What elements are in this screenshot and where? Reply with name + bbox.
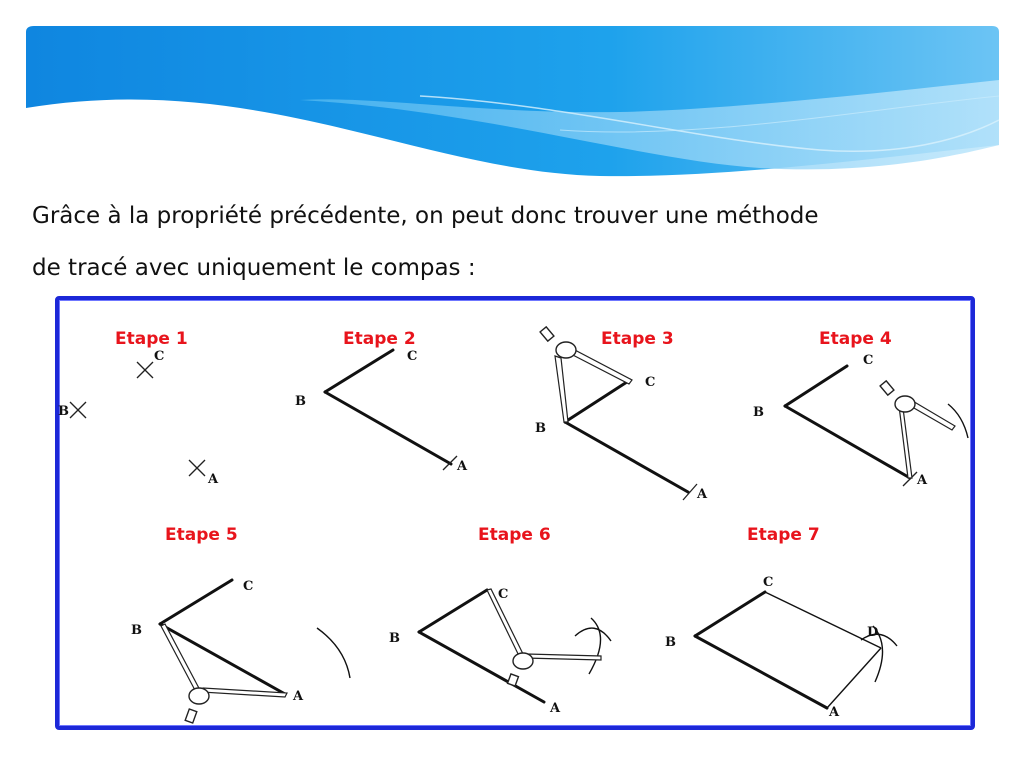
intro-paragraph bbox=[32, 190, 992, 294]
arc-from-c bbox=[589, 618, 601, 674]
label-a: A bbox=[293, 689, 304, 704]
label-b: B bbox=[389, 631, 400, 646]
label-b: B bbox=[58, 404, 69, 419]
label-b: B bbox=[535, 421, 546, 436]
label-a: A bbox=[697, 487, 708, 502]
segment-ba bbox=[325, 392, 451, 464]
label-b: B bbox=[665, 635, 676, 650]
segment-cd bbox=[765, 592, 881, 648]
segment-bc bbox=[785, 366, 847, 406]
segment-bc bbox=[160, 580, 232, 624]
label-c: C bbox=[763, 575, 774, 590]
intro-line-2: de tracé avec uniquement le compas : bbox=[32, 255, 476, 281]
step-5-title: Etape 5 bbox=[165, 525, 238, 545]
step-1 bbox=[58, 329, 219, 487]
step-6-title: Etape 6 bbox=[478, 525, 551, 545]
step-2-title: Etape 2 bbox=[343, 329, 416, 349]
step-7 bbox=[665, 525, 897, 720]
segment-ba bbox=[695, 636, 827, 708]
segment-bc bbox=[565, 380, 630, 422]
label-c: C bbox=[243, 579, 254, 594]
segment-bc bbox=[419, 590, 487, 632]
label-a: A bbox=[457, 459, 468, 474]
label-b: B bbox=[295, 394, 306, 409]
compass-icon bbox=[880, 381, 955, 478]
label-c: C bbox=[154, 349, 165, 364]
label-a: A bbox=[208, 472, 219, 487]
arc-from-a bbox=[575, 628, 611, 641]
segment-ad bbox=[827, 648, 881, 708]
step-7-title: Etape 7 bbox=[747, 525, 820, 545]
point-a-cross bbox=[189, 460, 205, 476]
step-4-title: Etape 4 bbox=[819, 329, 892, 349]
step-5 bbox=[131, 525, 350, 723]
arc-from-a bbox=[948, 404, 968, 438]
step-2 bbox=[295, 329, 468, 474]
label-a: A bbox=[829, 705, 840, 720]
segment-bc bbox=[325, 350, 393, 392]
point-c-cross bbox=[137, 362, 153, 378]
label-c: C bbox=[407, 349, 418, 364]
step-1-title: Etape 1 bbox=[115, 329, 188, 349]
label-c: C bbox=[498, 587, 509, 602]
compass-icon bbox=[487, 589, 601, 686]
header-banner bbox=[0, 0, 1024, 180]
compass-icon bbox=[161, 624, 287, 723]
label-a: A bbox=[550, 701, 561, 716]
point-b-cross bbox=[70, 402, 86, 418]
construction-diagram bbox=[55, 296, 975, 730]
segment-ba bbox=[565, 422, 688, 492]
label-a: A bbox=[917, 473, 928, 488]
step-4 bbox=[753, 329, 968, 488]
segment-bc bbox=[695, 592, 765, 636]
segment-ba bbox=[785, 406, 910, 478]
label-c: C bbox=[863, 353, 874, 368]
label-c: C bbox=[645, 375, 656, 390]
arc-from-b bbox=[317, 628, 350, 678]
step-3-title: Etape 3 bbox=[601, 329, 674, 349]
intro-line-1: Grâce à la propriété précédente, on peut donc trouver une méthode bbox=[32, 203, 819, 229]
label-b: B bbox=[131, 623, 142, 638]
step-3 bbox=[535, 327, 708, 502]
label-d: D bbox=[867, 625, 879, 640]
label-b: B bbox=[753, 405, 764, 420]
step-6 bbox=[389, 525, 611, 716]
